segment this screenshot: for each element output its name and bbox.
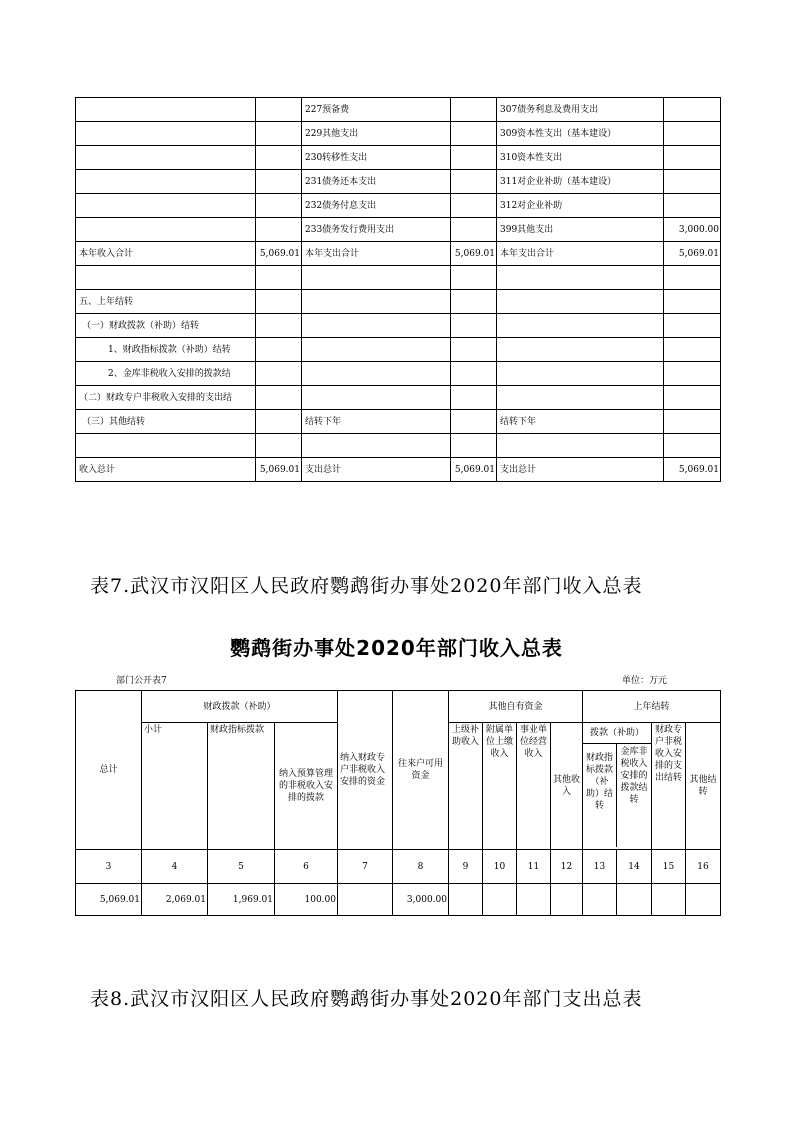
income-amount-cell — [256, 386, 302, 410]
table-row — [76, 146, 721, 170]
expense-economic-amount-cell — [664, 194, 721, 218]
header-prior-year-carryover: 上年结转 — [583, 691, 721, 723]
column-number: 7 — [338, 850, 393, 884]
header-prior-treasury: 金库非税收入安排的拨款结转 — [620, 747, 648, 805]
header-total: 总计 — [76, 691, 142, 850]
value-fiscal-subtotal: 2,069.01 — [142, 884, 208, 916]
income-item-cell — [76, 194, 256, 218]
expense-function-amount-cell — [451, 290, 497, 314]
expense-economic-item-cell: 311对企业补助（基本建设） — [497, 170, 664, 194]
expense-function-amount-cell — [451, 434, 497, 458]
expense-function-amount-cell — [451, 146, 497, 170]
income-amount-cell: 5,069.01 — [256, 458, 302, 482]
expense-economic-item-cell: 支出总计 — [497, 458, 664, 482]
expense-function-amount-cell: 5,069.01 — [451, 242, 497, 266]
column-number: 3 — [76, 850, 142, 884]
income-amount-cell — [256, 362, 302, 386]
expense-function-amount-cell — [451, 194, 497, 218]
expense-function-item-cell: 227预备费 — [302, 98, 451, 122]
expense-economic-amount-cell — [664, 170, 721, 194]
table-row — [76, 362, 721, 386]
value-budget-nontax: 100.00 — [275, 884, 338, 916]
header-current-account-funds: 往来户可用资金 — [393, 691, 449, 850]
income-amount-cell — [256, 98, 302, 122]
income-item-cell — [76, 146, 256, 170]
column-number: 4 — [142, 850, 208, 884]
expense-function-item-cell: 229其他支出 — [302, 122, 451, 146]
expense-function-amount-cell — [451, 266, 497, 290]
unit-label: 单位：万元 — [622, 676, 668, 686]
table-row — [76, 314, 721, 338]
income-amount-cell — [256, 434, 302, 458]
expense-economic-item-cell: 310资本性支出 — [497, 146, 664, 170]
table-row — [76, 386, 721, 410]
expense-economic-item-cell — [497, 338, 664, 362]
department-income-summary-table — [75, 690, 721, 916]
table-row — [76, 290, 721, 314]
table-row — [76, 98, 721, 122]
expense-function-item-cell: 结转下年 — [302, 410, 451, 434]
expense-function-item-cell — [302, 266, 451, 290]
expense-function-item-cell: 232债务付息支出 — [302, 194, 451, 218]
expense-economic-item-cell — [497, 362, 664, 386]
value-superior-subsidy — [449, 884, 483, 916]
income-amount-cell — [256, 314, 302, 338]
table-row — [76, 242, 721, 266]
expense-economic-amount-cell: 5,069.01 — [664, 458, 721, 482]
expense-function-item-cell: 本年支出合计 — [302, 242, 451, 266]
expense-function-amount-cell — [451, 386, 497, 410]
column-number: 10 — [483, 850, 517, 884]
header-prior-other: 其他结转 — [686, 723, 721, 850]
header-affiliated-unit-payment: 附属单位上缴收入 — [483, 723, 517, 850]
expense-economic-item-cell — [497, 266, 664, 290]
income-amount-cell: 5,069.01 — [256, 242, 302, 266]
expense-economic-item-cell: 312对企业补助 — [497, 194, 664, 218]
expense-economic-amount-cell — [664, 146, 721, 170]
income-amount-cell — [256, 122, 302, 146]
expense-economic-amount-cell — [664, 362, 721, 386]
header-row — [76, 691, 721, 723]
expense-function-amount-cell — [451, 314, 497, 338]
expense-economic-item-cell — [497, 386, 664, 410]
value-special-account-nontax — [338, 884, 393, 916]
income-amount-cell — [256, 290, 302, 314]
header-special-account-nontax: 纳入财政专户非税收入安排的资金 — [338, 691, 393, 850]
expense-economic-amount-cell: 5,069.01 — [664, 242, 721, 266]
expense-function-item-cell — [302, 362, 451, 386]
expense-economic-amount-cell — [664, 410, 721, 434]
value-other-income — [551, 884, 583, 916]
value-prior-indicator — [583, 884, 617, 916]
expense-economic-amount-cell — [664, 266, 721, 290]
expense-economic-item-cell — [497, 314, 664, 338]
header-prior-grant: 拨款（补助） — [583, 723, 651, 744]
table-row — [76, 122, 721, 146]
income-table-title: 鹦鹉街办事处2020年部门收入总表 — [230, 636, 563, 660]
income-amount-cell — [256, 338, 302, 362]
header-prior-special-account: 财政专户非税收入安排的支出结转 — [652, 723, 686, 850]
table-row — [76, 194, 721, 218]
income-item-cell: （一）财政拨款（补助）结转 — [76, 314, 256, 338]
income-item-cell: （二）财政专户非税收入安排的支出结 — [76, 386, 256, 410]
expense-function-amount-cell — [451, 218, 497, 242]
budget-summary-continuation-table — [75, 97, 721, 482]
value-business-income — [517, 884, 551, 916]
income-item-cell: 本年收入合计 — [76, 242, 256, 266]
expense-function-amount-cell — [451, 98, 497, 122]
expense-function-item-cell: 233债务发行费用支出 — [302, 218, 451, 242]
value-affiliated-unit — [483, 884, 517, 916]
expense-function-amount-cell — [451, 410, 497, 434]
income-item-cell: 1、财政指标拨款（补助）结转 — [76, 338, 256, 362]
expense-function-item-cell — [302, 386, 451, 410]
income-item-cell — [76, 170, 256, 194]
header-fiscal-subtotal: 小计 — [142, 723, 208, 850]
expense-function-item-cell: 230转移性支出 — [302, 146, 451, 170]
expense-function-amount-cell — [451, 362, 497, 386]
column-number: 14 — [617, 850, 652, 884]
column-number: 6 — [275, 850, 338, 884]
income-amount-cell — [256, 194, 302, 218]
income-item-cell: 五、上年结转 — [76, 290, 256, 314]
table-row — [76, 434, 721, 458]
section-heading-table7: 表7.武汉市汉阳区人民政府鹦鹉街办事处2020年部门收入总表 — [90, 575, 643, 597]
expense-economic-amount-cell: 3,000.00 — [664, 218, 721, 242]
table-row — [76, 884, 721, 916]
value-prior-treasury — [617, 884, 652, 916]
value-prior-special — [652, 884, 686, 916]
income-item-cell — [76, 98, 256, 122]
income-amount-cell — [256, 146, 302, 170]
header-superior-subsidy: 上级补助收入 — [449, 723, 483, 850]
income-amount-cell — [256, 218, 302, 242]
header-prior-grant-group — [583, 723, 652, 850]
section-heading-table8: 表8.武汉市汉阳区人民政府鹦鹉街办事处2020年部门支出总表 — [90, 988, 643, 1010]
expense-function-item-cell — [302, 338, 451, 362]
expense-economic-amount-cell — [664, 122, 721, 146]
expense-economic-amount-cell — [664, 290, 721, 314]
column-number: 11 — [517, 850, 551, 884]
value-prior-other — [686, 884, 721, 916]
table-row — [76, 170, 721, 194]
income-amount-cell — [256, 266, 302, 290]
expense-economic-amount-cell — [664, 338, 721, 362]
header-budget-nontax-grant: 纳入预算管理的非税收入安排的拨款 — [275, 723, 338, 850]
expense-function-amount-cell — [451, 170, 497, 194]
income-item-cell: （三）其他结转 — [76, 410, 256, 434]
table-code-label: 部门公开表7 — [116, 676, 167, 686]
expense-function-item-cell — [302, 434, 451, 458]
expense-function-amount-cell — [451, 122, 497, 146]
header-fiscal-grant: 财政拨款（补助） — [142, 691, 338, 723]
column-number: 15 — [652, 850, 686, 884]
expense-function-item-cell — [302, 290, 451, 314]
income-item-cell — [76, 122, 256, 146]
table-row — [76, 410, 721, 434]
table-row — [76, 458, 721, 482]
header-other-own-funds: 其他自有资金 — [449, 691, 583, 723]
income-item-cell — [76, 218, 256, 242]
income-item-cell: 收入总计 — [76, 458, 256, 482]
header-prior-indicator: 财政指标拨款（补助）结转 — [583, 744, 617, 847]
column-number: 8 — [393, 850, 449, 884]
header-other-income: 其他收入 — [551, 723, 583, 850]
income-item-cell — [76, 266, 256, 290]
expense-function-item-cell: 支出总计 — [302, 458, 451, 482]
expense-economic-item-cell: 307债务利息及费用支出 — [497, 98, 664, 122]
expense-function-amount-cell — [451, 338, 497, 362]
column-number: 9 — [449, 850, 483, 884]
expense-economic-amount-cell — [664, 314, 721, 338]
column-number: 13 — [583, 850, 617, 884]
expense-economic-amount-cell — [664, 98, 721, 122]
income-amount-cell — [256, 410, 302, 434]
column-number: 5 — [208, 850, 275, 884]
expense-economic-amount-cell — [664, 386, 721, 410]
expense-economic-amount-cell — [664, 434, 721, 458]
expense-economic-item-cell — [497, 290, 664, 314]
column-number: 12 — [551, 850, 583, 884]
income-item-cell — [76, 434, 256, 458]
header-business-income: 事业单位经营收入 — [517, 723, 551, 850]
value-fiscal-indicator: 1,969.01 — [208, 884, 275, 916]
expense-economic-item-cell — [497, 434, 664, 458]
value-current-account-funds: 3,000.00 — [393, 884, 449, 916]
income-amount-cell — [256, 170, 302, 194]
expense-economic-item-cell: 309资本性支出（基本建设） — [497, 122, 664, 146]
expense-economic-item-cell: 结转下年 — [497, 410, 664, 434]
table-row — [76, 266, 721, 290]
expense-function-amount-cell: 5,069.01 — [451, 458, 497, 482]
header-fiscal-indicator-grant: 财政指标拨款 — [208, 723, 275, 850]
expense-economic-item-cell: 本年支出合计 — [497, 242, 664, 266]
header-prior-grant-sub — [583, 744, 651, 847]
column-number-row — [76, 850, 721, 884]
table-row — [76, 338, 721, 362]
expense-economic-item-cell: 399其他支出 — [497, 218, 664, 242]
table-row — [76, 218, 721, 242]
column-number: 16 — [686, 850, 721, 884]
value-total: 5,069.01 — [76, 884, 142, 916]
income-item-cell: 2、金库非税收入安排的拨款结 — [76, 362, 256, 386]
expense-function-item-cell: 231债务还本支出 — [302, 170, 451, 194]
expense-function-item-cell — [302, 314, 451, 338]
